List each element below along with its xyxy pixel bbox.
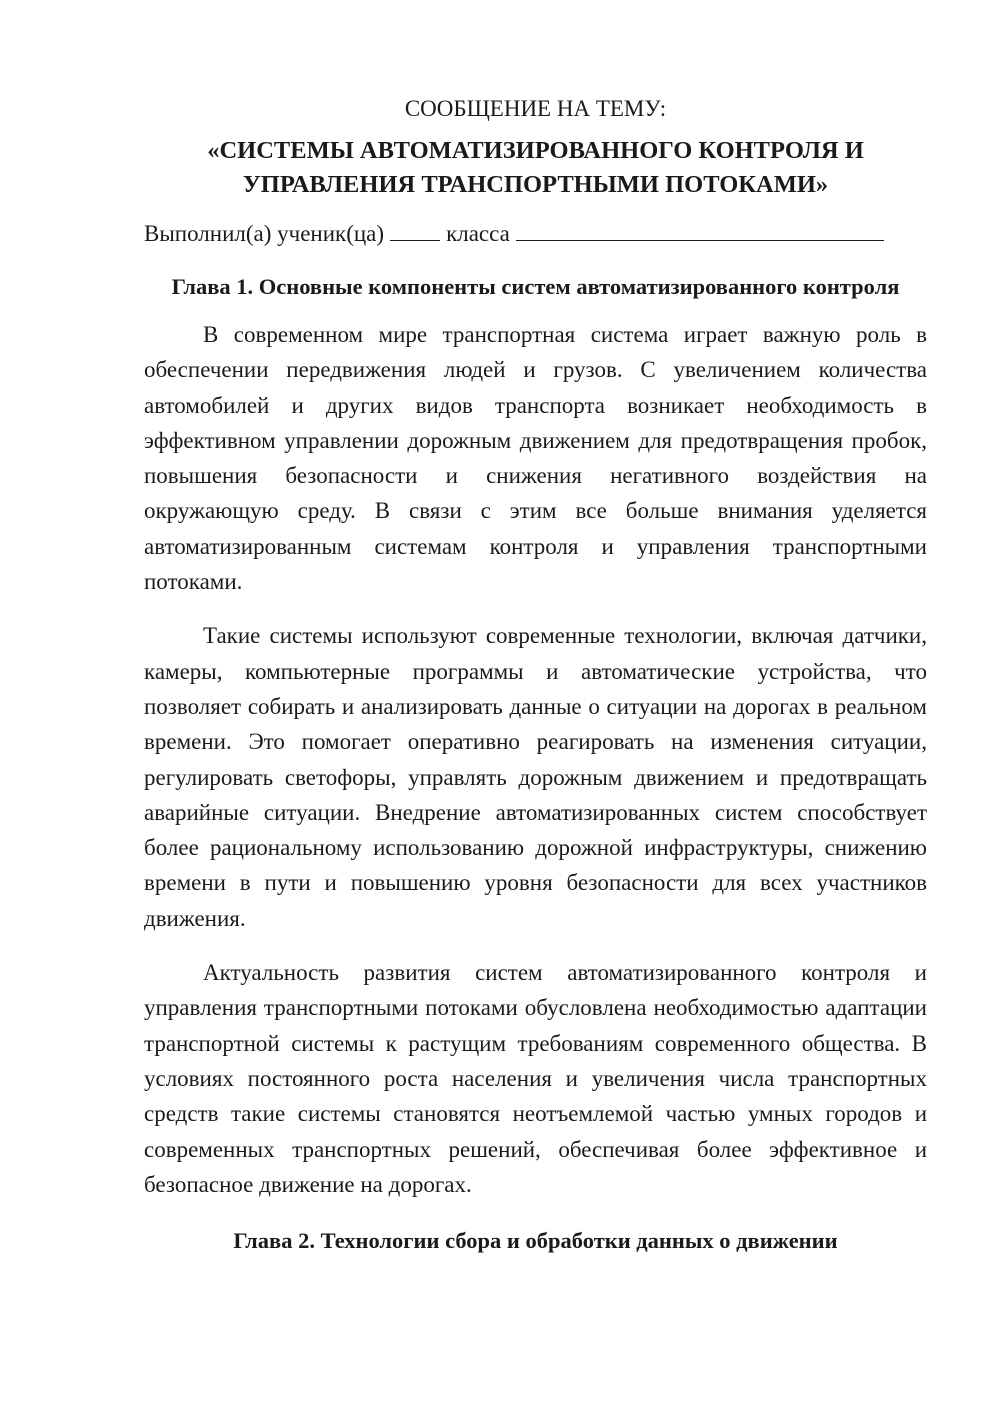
- author-line: [144, 217, 927, 251]
- document-title-line1: СООБЩЕНИЕ НА ТЕМУ:: [404, 96, 667, 121]
- document-title-topic: «СИСТЕМЫ АВТОМАТИЗИРОВАННОГО КОНТРОЛЯ И УПРАВЛЕНИЯ ТРАНСПОРТНЫМИ ПОТОКАМИ»: [207, 137, 864, 198]
- student-name-blank: [516, 218, 884, 241]
- chapter1-heading: Глава 1. Основные компоненты систем автоматизированного контроля: [171, 274, 900, 299]
- paragraph-1: В современном мире транспортная система играет важную роль в обеспечении передвижения людей и грузов. С увеличением количества автомобилей и других видов транспорта возникает необходимость в эффективном управлении дорожным движением для предотвращения пробок, повышения безопасности и снижения негативного воздействия на окружающую среду. В связи с этим все больше внимания уделяется автоматизированным системам контроля и управления транспортными потоками.: [144, 322, 927, 595]
- class-label: класса: [446, 221, 510, 246]
- paragraph-3: Актуальность развития систем автоматизированного контроля и управления транспортными потоками обусловлена необходимостью адаптации транспортной системы к растущим требованиям современного общества. В условиях постоянного роста населения и увеличения числа транспортных средств такие системы становятся неотъемлемой частью умных городов и современных транспортных решений, обеспечивая более эффективное и безопасное движение на дорогах.: [144, 960, 927, 1197]
- chapter2-heading: Глава 2. Технологии сбора и обработки данных о движении: [233, 1228, 838, 1254]
- class-number-blank: [390, 218, 440, 241]
- author-label: Выполнил(а) ученик(ца): [144, 221, 385, 246]
- document-body: [144, 92, 927, 1258]
- paragraph-2: Такие системы используют современные технологии, включая датчики, камеры, компьютерные программы и автоматические устройства, что позволяет собирать и анализировать данные о ситуации на дорогах в реальном времени. Это помогает оперативно реагировать на изменения ситуации, регулировать светофоры, управлять дорожным движением и предотвращать аварийные ситуации. Внедрение автоматизированных систем способствует более рациональному использованию дорожной инфраструктуры, снижению времени в пути и повышению уровня безопасности для всех участников движения.: [144, 623, 927, 931]
